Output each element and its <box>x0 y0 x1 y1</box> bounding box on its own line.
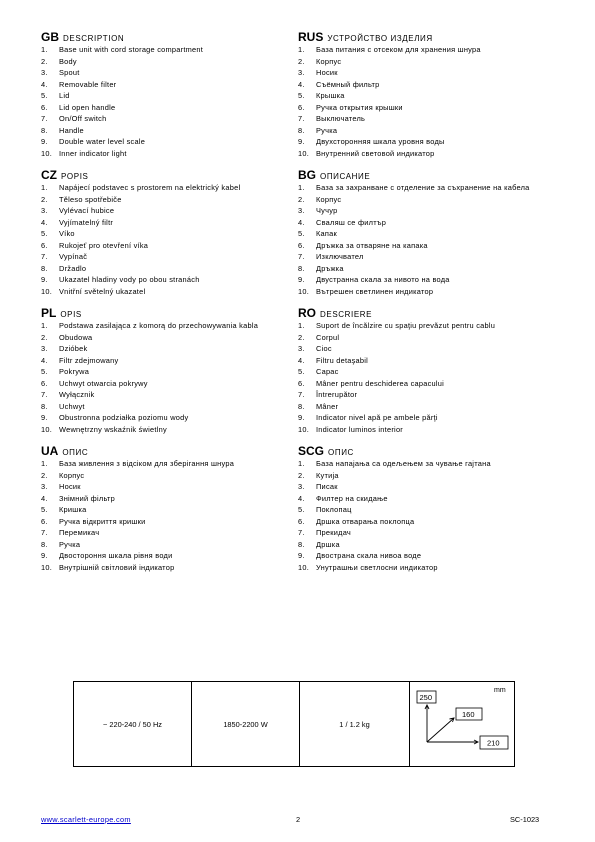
list-item <box>298 240 553 252</box>
parts-list <box>41 44 296 159</box>
section-bg <box>298 168 553 297</box>
model-number: SC-1023 <box>510 815 540 824</box>
item-text: Чучур <box>316 206 338 215</box>
list-item <box>298 527 553 539</box>
item-text: Vyjímatelný filtr <box>59 217 114 227</box>
item-text: Ukazatel hladiny vody po obou stranách <box>59 275 200 284</box>
item-text: On/Off switch <box>59 114 107 123</box>
item-number: 4. <box>298 355 305 365</box>
parts-list <box>298 320 553 435</box>
item-number: 1. <box>298 45 305 54</box>
list-item <box>298 274 553 286</box>
item-text: Body <box>59 56 77 66</box>
item-text: Podstawa zasilająca z komorą do przechowywania kabla <box>59 321 259 330</box>
parts-list <box>298 44 553 159</box>
item-number: 4. <box>41 217 48 227</box>
list-item <box>41 113 296 125</box>
item-number: 9. <box>41 275 48 284</box>
language-code: CZ <box>41 168 57 182</box>
item-text: Rukojeť pro otevření víka <box>59 240 149 250</box>
item-text: Крышка <box>316 91 345 100</box>
item-text: Двострана скала нивоа воде <box>316 551 422 560</box>
item-number: 9. <box>298 137 305 146</box>
item-text: Ручка <box>316 125 338 135</box>
item-number: 8. <box>298 125 305 135</box>
item-text: Носик <box>316 68 338 77</box>
parts-list <box>41 320 296 435</box>
section-heading <box>298 306 553 320</box>
list-item <box>298 458 553 470</box>
item-text: Носик <box>59 482 81 491</box>
list-item <box>298 320 553 332</box>
item-number: 4. <box>298 217 305 227</box>
list-item <box>41 182 296 194</box>
item-number: 10. <box>298 286 310 296</box>
language-code: SCG <box>298 444 325 458</box>
list-item <box>41 44 296 56</box>
item-number: 1. <box>41 183 48 192</box>
item-text: Vnitřní světelný ukazatel <box>59 286 146 296</box>
list-item <box>298 251 553 263</box>
section-heading <box>41 30 296 44</box>
section-cz <box>41 168 296 297</box>
section-title: DESCRIPTION <box>63 34 125 43</box>
item-number: 1. <box>298 183 305 192</box>
item-number: 10. <box>298 424 310 434</box>
item-text: Capac <box>316 367 339 376</box>
language-code: RUS <box>298 30 324 44</box>
list-item <box>298 343 553 355</box>
item-number: 7. <box>41 114 48 123</box>
specifications-table <box>73 681 515 767</box>
list-item <box>41 286 296 298</box>
power-cell <box>192 682 300 766</box>
list-item <box>41 504 296 516</box>
section-heading <box>298 30 553 44</box>
item-number: 6. <box>41 378 48 388</box>
item-text: Spout <box>59 68 80 77</box>
list-item <box>41 389 296 401</box>
item-number: 1. <box>298 321 305 330</box>
parts-list <box>298 458 553 573</box>
item-text: Víko <box>59 229 75 238</box>
language-code: GB <box>41 30 59 44</box>
item-number: 7. <box>41 252 48 261</box>
item-text: Внутренний световой индикатор <box>316 148 435 158</box>
item-number: 3. <box>298 344 305 353</box>
list-item <box>41 550 296 562</box>
list-item <box>298 366 553 378</box>
list-item <box>298 148 553 160</box>
item-text: Писак <box>316 482 338 491</box>
item-number: 6. <box>298 378 305 388</box>
list-item <box>41 263 296 275</box>
item-number: 1. <box>41 45 48 54</box>
list-item <box>41 217 296 229</box>
left-column <box>41 30 296 582</box>
list-item <box>298 125 553 137</box>
dimensions-diagram <box>410 682 515 766</box>
list-item <box>41 240 296 252</box>
parts-list <box>41 182 296 297</box>
width-value: 210 <box>487 738 500 748</box>
item-number: 10. <box>298 562 310 572</box>
list-item <box>298 228 553 240</box>
section-title: ОПИСАНИЕ <box>320 172 371 181</box>
item-number: 10. <box>298 148 310 158</box>
list-item <box>298 205 553 217</box>
list-item <box>41 205 296 217</box>
item-text: Suport de încălzire cu spaţiu prevăzut pentru cablu <box>316 321 496 330</box>
depth-value: 160 <box>462 710 475 719</box>
list-item <box>41 470 296 482</box>
item-text: Унутрашњи светлосни индикатор <box>316 562 438 572</box>
page-number: 2 <box>296 815 301 824</box>
list-item <box>41 343 296 355</box>
item-text: База живлення з відсіком для зберігання шнура <box>59 459 235 468</box>
item-number: 6. <box>298 240 305 250</box>
list-item <box>41 136 296 148</box>
list-item <box>298 67 553 79</box>
item-number: 9. <box>298 551 305 560</box>
list-item <box>41 366 296 378</box>
section-heading <box>41 306 296 320</box>
item-text: Filtr zdejmowany <box>59 355 119 365</box>
dimensions-cell <box>410 682 514 766</box>
list-item <box>41 320 296 332</box>
list-item <box>298 550 553 562</box>
item-text: Mâner pentru deschiderea capacului <box>316 378 445 388</box>
item-number: 8. <box>41 539 48 549</box>
list-item <box>298 194 553 206</box>
weight-cell <box>300 682 410 766</box>
list-item <box>298 562 553 574</box>
list-item <box>41 67 296 79</box>
section-title: ОПИС <box>62 448 89 457</box>
item-number: 6. <box>41 102 48 112</box>
section-pl <box>41 306 296 435</box>
item-text: Napájecí podstavec s prostorem na elektrický kabel <box>59 183 241 192</box>
weight-value: 1 / 1.2 kg <box>339 719 370 729</box>
item-number: 6. <box>41 516 48 526</box>
item-number: 7. <box>41 390 48 399</box>
list-item <box>298 493 553 505</box>
language-code: RO <box>298 306 316 320</box>
item-number: 9. <box>298 413 305 422</box>
list-item <box>298 378 553 390</box>
item-number: 4. <box>298 493 305 503</box>
item-text: Изключвател <box>316 252 364 261</box>
item-text: Корпус <box>59 470 85 480</box>
item-text: Corpul <box>316 332 340 342</box>
item-number: 10. <box>41 286 53 296</box>
list-item <box>41 516 296 528</box>
list-item <box>41 194 296 206</box>
list-item <box>41 228 296 240</box>
item-text: Držadlo <box>59 263 87 273</box>
list-item <box>298 470 553 482</box>
item-number: 8. <box>298 401 305 411</box>
item-number: 1. <box>41 321 48 330</box>
list-item <box>298 401 553 413</box>
item-text: Дръжка за отваряне на капака <box>316 240 428 250</box>
list-item <box>41 424 296 436</box>
list-item <box>298 539 553 551</box>
item-text: Ручка открытия крышки <box>316 102 403 112</box>
list-item <box>298 516 553 528</box>
item-number: 5. <box>298 505 305 514</box>
list-item <box>41 56 296 68</box>
item-number: 8. <box>41 401 48 411</box>
list-item <box>298 90 553 102</box>
item-text: Вътрешен светлинен индикатор <box>316 286 434 296</box>
item-text: Obudowa <box>59 332 93 342</box>
section-title: POPIS <box>61 172 89 181</box>
voltage-cell <box>74 682 192 766</box>
item-number: 7. <box>298 252 305 261</box>
item-number: 4. <box>298 79 305 89</box>
item-number: 2. <box>41 332 48 342</box>
list-item <box>298 217 553 229</box>
section-title: УСТРОЙСТВО ИЗДЕЛИЯ <box>327 34 433 43</box>
item-number: 2. <box>41 470 48 480</box>
section-heading <box>41 168 296 182</box>
item-number: 3. <box>298 206 305 215</box>
height-value: 250 <box>419 693 433 702</box>
item-text: Filtru detaşabil <box>316 355 369 365</box>
list-item <box>41 458 296 470</box>
item-number: 10. <box>41 424 53 434</box>
item-number: 7. <box>298 114 305 123</box>
item-text: База напајања са одељењем за чување гајтана <box>316 459 491 468</box>
item-text: Mâner <box>316 401 339 411</box>
item-text: Lid <box>59 91 70 100</box>
item-number: 1. <box>298 459 305 468</box>
item-text: База питания с отсеком для хранения шнура <box>316 45 481 54</box>
item-text: Wewnętrzny wskaźnik świetlny <box>59 424 167 434</box>
item-text: Кришка <box>59 505 87 514</box>
item-number: 10. <box>41 562 53 572</box>
item-number: 1. <box>41 459 48 468</box>
item-number: 9. <box>41 551 48 560</box>
item-text: Выключатель <box>316 114 366 123</box>
language-code: BG <box>298 168 316 182</box>
list-item <box>41 102 296 114</box>
item-text: Dzióbek <box>59 344 88 353</box>
item-number: 5. <box>41 91 48 100</box>
item-text: Indicator nivel apă pe ambele părţi <box>316 413 438 422</box>
item-text: Двухсторонняя шкала уровня воды <box>316 137 445 146</box>
item-number: 3. <box>298 482 305 491</box>
item-text: Знімний фільтр <box>59 493 115 503</box>
item-text: Uchwyt otwarcia pokrywy <box>59 378 148 388</box>
section-title: OPIS <box>60 310 82 319</box>
list-item <box>41 493 296 505</box>
voltage-value: ~ 220-240 / 50 Hz <box>103 719 162 729</box>
item-number: 5. <box>298 91 305 100</box>
item-text: Корпус <box>316 194 342 204</box>
item-number: 6. <box>41 240 48 250</box>
section-heading <box>41 444 296 458</box>
list-item <box>41 148 296 160</box>
item-text: Съёмный фильтр <box>316 79 380 89</box>
language-code: UA <box>41 444 59 458</box>
list-item <box>298 424 553 436</box>
list-item <box>41 412 296 424</box>
item-text: Uchwyt <box>59 401 85 411</box>
item-text: Дръжка <box>316 263 344 273</box>
item-text: Lid open handle <box>59 102 116 112</box>
item-number: 9. <box>41 413 48 422</box>
list-item <box>298 79 553 91</box>
item-number: 7. <box>298 390 305 399</box>
section-scg <box>298 444 553 573</box>
item-text: Ручка <box>59 539 81 549</box>
list-item <box>41 378 296 390</box>
item-text: Корпус <box>316 56 342 66</box>
language-code: PL <box>41 306 57 320</box>
list-item <box>298 481 553 493</box>
item-number: 5. <box>41 367 48 376</box>
list-item <box>41 481 296 493</box>
list-item <box>298 102 553 114</box>
item-text: Внутрішній світловий індикатор <box>59 562 175 572</box>
item-text: Прекидач <box>316 528 352 537</box>
list-item <box>298 56 553 68</box>
item-number: 2. <box>298 194 305 204</box>
item-text: Indicator luminos interior <box>316 424 404 434</box>
list-item <box>41 332 296 344</box>
list-item <box>298 113 553 125</box>
list-item <box>298 286 553 298</box>
item-number: 8. <box>41 125 48 135</box>
dims-unit: mm <box>494 687 506 694</box>
item-number: 3. <box>41 344 48 353</box>
item-text: Pokrywa <box>59 367 90 376</box>
item-text: Base unit with cord storage compartment <box>59 45 204 54</box>
website-link[interactable]: www.scarlett-europe.com <box>41 815 131 824</box>
item-number: 6. <box>298 516 305 526</box>
section-ua <box>41 444 296 573</box>
item-number: 4. <box>41 493 48 503</box>
item-text: Cioc <box>316 344 332 353</box>
list-item <box>41 539 296 551</box>
list-item <box>41 90 296 102</box>
item-text: Дршка отварања поклопца <box>316 516 415 526</box>
item-text: Поклопац <box>316 505 352 514</box>
item-text: Întrerupător <box>316 390 358 399</box>
item-text: Филтер на скидање <box>316 493 388 503</box>
item-number: 7. <box>298 528 305 537</box>
item-number: 3. <box>298 68 305 77</box>
section-rus <box>298 30 553 159</box>
section-title: ОПИС <box>328 448 354 457</box>
item-number: 8. <box>298 539 305 549</box>
item-number: 5. <box>298 229 305 238</box>
section-title: DESCRIERE <box>320 310 373 319</box>
list-item <box>41 401 296 413</box>
list-item <box>298 182 553 194</box>
item-text: Wyłącznik <box>59 390 95 399</box>
list-item <box>41 274 296 286</box>
item-number: 4. <box>41 355 48 365</box>
parts-list <box>41 458 296 573</box>
list-item <box>41 562 296 574</box>
item-text: База за захранване с отделение за съхранение на кабела <box>316 183 530 192</box>
section-gb <box>41 30 296 159</box>
item-text: Капак <box>316 229 338 238</box>
list-item <box>298 332 553 344</box>
item-text: Vylévací hubice <box>59 206 115 215</box>
item-number: 10. <box>41 148 53 158</box>
list-item <box>298 136 553 148</box>
section-ro <box>298 306 553 435</box>
item-text: Ручка відкриття кришки <box>59 516 146 526</box>
item-number: 2. <box>41 194 48 204</box>
item-number: 6. <box>298 102 305 112</box>
item-number: 2. <box>41 56 48 66</box>
item-number: 3. <box>41 482 48 491</box>
list-item <box>41 79 296 91</box>
item-number: 9. <box>41 137 48 146</box>
item-number: 2. <box>298 470 305 480</box>
item-text: Двустранна скала за нивото на вода <box>316 275 450 284</box>
list-item <box>41 125 296 137</box>
item-number: 5. <box>298 367 305 376</box>
list-item <box>298 389 553 401</box>
list-item <box>298 355 553 367</box>
item-text: Inner indicator light <box>59 148 127 158</box>
item-text: Сваляш се филтър <box>316 217 387 227</box>
item-number: 7. <box>41 528 48 537</box>
list-item <box>41 355 296 367</box>
item-text: Перемикач <box>59 528 100 537</box>
section-heading <box>298 168 553 182</box>
item-number: 2. <box>298 56 305 66</box>
list-item <box>298 504 553 516</box>
item-text: Obustronna podziałka poziomu wody <box>59 413 189 422</box>
list-item <box>298 412 553 424</box>
list-item <box>41 527 296 539</box>
item-text: Removable filter <box>59 79 117 89</box>
item-text: Двостороння шкала рівня води <box>59 551 173 560</box>
list-item <box>298 263 553 275</box>
item-text: Кутија <box>316 470 339 480</box>
item-text: Handle <box>59 125 84 135</box>
item-number: 5. <box>41 229 48 238</box>
item-text: Дршка <box>316 539 340 549</box>
item-text: Double water level scale <box>59 137 146 146</box>
power-value: 1850-2200 W <box>223 719 268 729</box>
list-item <box>41 251 296 263</box>
item-number: 3. <box>41 206 48 215</box>
item-text: Vypínač <box>59 252 88 261</box>
right-column <box>298 30 553 582</box>
item-number: 2. <box>298 332 305 342</box>
parts-list <box>298 182 553 297</box>
section-heading <box>298 444 553 458</box>
item-text: Těleso spotřebiče <box>59 194 122 204</box>
item-number: 4. <box>41 79 48 89</box>
list-item <box>298 44 553 56</box>
item-number: 8. <box>41 263 48 273</box>
item-number: 3. <box>41 68 48 77</box>
item-number: 9. <box>298 275 305 284</box>
item-number: 5. <box>41 505 48 514</box>
item-number: 8. <box>298 263 305 273</box>
